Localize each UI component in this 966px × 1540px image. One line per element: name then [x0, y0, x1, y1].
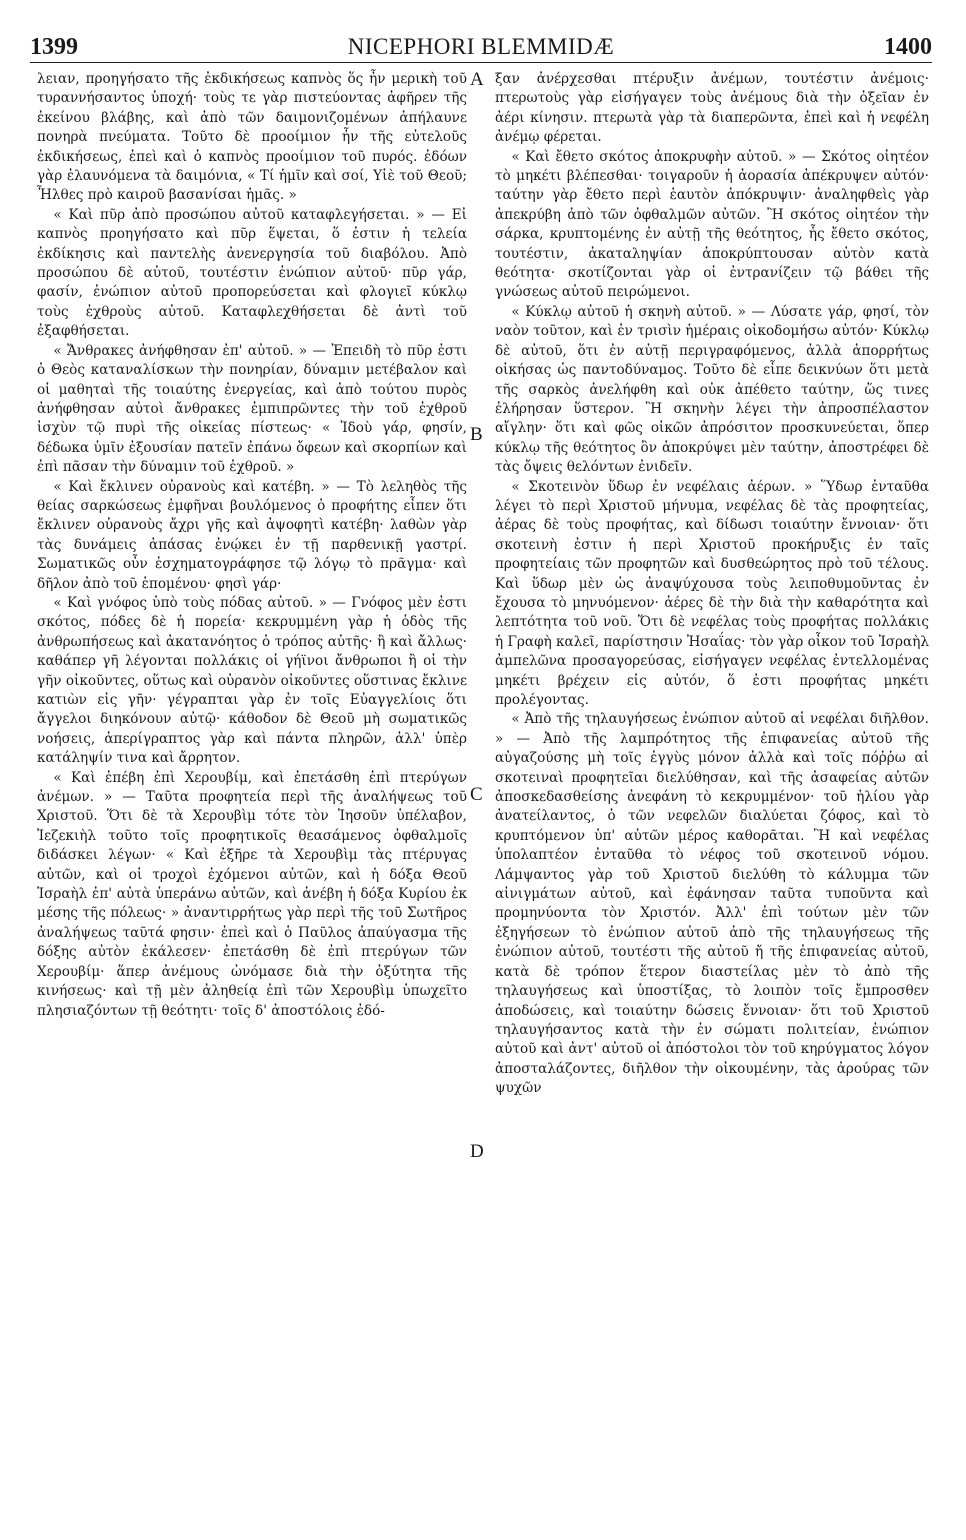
left-column [37, 70, 467, 1021]
paragraph: « Καὶ πῦρ ἀπὸ προσώπου αὐτοῦ καταφλεγήσεται. » — Εἰ καπνὸς προηγήσατο καὶ πῦρ ἕψεται, ὅ ἐστιν ἡ τελεία ἐκδίκησις καὶ παντελὴς ἀνενεργησία τοῦ διαβόλου. Ἀπὸ προσώπου δὲ αὐτοῦ, τουτέστιν ἐνώπιον αὐτοῦ· πῦρ γάρ, φασίν, ἐνώπιον αὐτοῦ προπορεύσεται καὶ φλογιεῖ κύκλῳ τοὺς ἐχθροὺς αὐτοῦ. Καταφλεχθήσεται δὲ ἀντὶ τοῦ ἐξαφθήσεται. [37, 206, 467, 340]
right-column [495, 70, 929, 1099]
margin-letter-a: A [470, 69, 484, 90]
paragraph: λειαν, προηγήσατο τῆς ἐκδικήσεως καπνὸς ὅς ἦν μερικὴ τοῦ τυραννήσαντος ὑποχή· τοὺς τε γὰρ πιστεύοντας ἀφῆρεν τῆς ἐκείνου βλάβης, καὶ ἀπὸ τῶν δαιμονιζομένων ἀπήλαυνε πονηρὰ πνεύματα. Τοῦτο δὲ προοίμιον ἦν τῆς εὐτελοῦς ἐκδικήσεως, ἐπεὶ καὶ ὁ καπνὸς προοίμιον τοῦ πυρός. ἐδόων γὰρ ἐλαυνόμενα τὰ δαιμόνια, « Τί ἡμῖν καὶ σοί, Υἱὲ τοῦ Θεοῦ; Ἦλθες πρὸ καιροῦ βασανίσαι ἡμᾶς. » [37, 71, 467, 204]
paragraph: « Ἀπὸ τῆς τηλαυγήσεως ἐνώπιον αὐτοῦ αἱ νεφέλαι διῆλθον. » — Ἀπὸ τῆς λαμπρότητος τῆς ἐπιφανείας αὐτοῦ τῆς αὐγαζούσης μὴ τοῖς ἐγγὺς μόνον ἀλλὰ καὶ τοῖς πόῤῥω αἱ σκοτειναὶ προφητεῖαι διελύθησαν, καὶ τῆς ἀσαφείας αὐτῶν ἀποσκεδασθείσης ἀνεφάνη τὸ κεκρυμμένον· τοῦ ἡλίου γὰρ ἀνατείλαντος, ὁ τῶν νεφελῶν διαλύεται ζόφος, καὶ τὸ κρυπτόμενον ὑπ' αὐτῶν μέρος καθορᾶται. Ἢ καὶ νεφέλας ὑπολαπτέον ἐνταῦθα τὸ νέφος τοῦ σκοτεινοῦ νόμου. Λάμψαντος γὰρ τοῦ Χριστοῦ διελύθη τὸ κάλυμμα τῶν αἰνιγμάτων αὐτοῦ, καὶ ἐφάνησαν ταῦτα τυποῦντα καὶ προμηνύοντα τὸν Χριστόν. Ἀλλ' ἐπὶ τούτων μὲν τῶν ἐξηγήσεων τὸ ἐνώπιον αὐτοῦ ἀπὸ τῆς τηλαυγήσεως τῆς ἐνώπιον αὐτοῦ, τουτέστι τῆς αὐτοῦ ἤ τῆς ἐπιφανείας αὐτοῦ, κατὰ δὲ τρόπον ἕτερον διαστείλας μὲν τὸ ἀπὸ τῆς τηλαυγήσεως καὶ ὑποστίξας, τὸ λοιπὸν τοῖς ἔμπροσθεν ἀποδώσεις, καὶ τοιαύτην δώσεις ἔννοιαν· ὅτι τοῦ Χριστοῦ τηλαυγήσαντος κατὰ τὴν ἐν σώματι πολιτείαν, ἐνώπιον αὐτοῦ καὶ ἀντ' αὐτοῦ οἱ ἀπόστολοι τὸν τοῦ κηρύγματος λόγον ἀποσταλάζοντες, διῆλθον τὴν οἰκουμένην, τὰς ἀρούρας τῶν ψυχῶν [495, 711, 929, 1097]
paragraph: « Καὶ γνόφος ὑπὸ τοὺς πόδας αὐτοῦ. » — Γνόφος μὲν ἐστι σκότος, πόδες δὲ ἡ πορεία· κεκρυμμένη γὰρ ἡ ὁδὸς τῆς ἀνθρωπήσεως καὶ ἀκατανόητος ὁ τρόπος αὐτῆς· ἢ καὶ ἄλλως· καθάπερ γῆ λέγονται πολλάκις οἱ γήϊνοι ἄνθρωποι ἢ οἱ τὴν γῆν οἰκοῦντες, οὕτως καὶ οὐρανὸν οἰκοῦντες οὕστινας ἔκλινε κατιὼν εἰς γῆν· γέγραπται γὰρ ἐν τοῖς Εὐαγγελίοις ὅτι ἄγγελοι διηκόνουν αὐτῷ· κάθοδον δὲ Θεοῦ μὴ σωματικῶς νοήσεις, ἀπερίγραπτος γὰρ καὶ πάντα πληρῶν, ἀλλ' ὑπὲρ κατάληψίν τινα καὶ ἄρρητον. [37, 594, 467, 767]
paragraph: « Σκοτεινὸν ὕδωρ ἐν νεφέλαις ἀέρων. » Ὕδωρ ἐνταῦθα λέγει τὸ περὶ Χριστοῦ μήνυμα, νεφέλας δὲ τὰς προφητείας, ἀέρας δὲ τοὺς προφήτας, καὶ δίδωσι τοιαύτην ἔννοιαν· ὅτι σκοτεινὴ ἐστιν ἡ περὶ Χριστοῦ προκήρυξις ἐν ταῖς προφητείαις τῶν προφητῶν καὶ δυσθεώρητος πρὸ τοῦ τέλους. Καὶ ὕδωρ μὲν ὡς ἀναψύχουσα τοὺς λειποθυμοῦντας ἐν ἔχουσα τὸ μηνυόμενον· ἀέρες δὲ τὴν διὰ τὴν καθαρότητα καὶ λεπτότητα τοῦ νοῦ. Ὅτι δὲ νεφέλας τοὺς προφήτας πολλάκις ἡ Γραφὴ καλεῖ, παρίστησιν Ἠσαΐας· τὸν γὰρ οἶκον τοῦ Ἰσραὴλ ἀμπελῶνα προσαγορεύσας, εἰσήγαγεν νεφέλας ἐντελλομένας μηκέτι βρέχειν εἰς αὐτόν, ὅ ἐστι προφήτας μηκέτι προλέγοντας. [495, 478, 929, 708]
paragraph: « Καὶ ἔκλινεν οὐρανοὺς καὶ κατέβη. » — Τὸ λεληθὸς τῆς θείας σαρκώσεως ἐμφῆναι βουλόμενος ὁ προφήτης εἶπεν ὅτι ἔκλινεν οὐρανοὺς ἄχρι γῆς καὶ ἀψοφητὶ κατέβη· λαθὼν γὰρ τὰς δυνάμεις ἁπάσας ἐνῴκει ἐν τῇ παρθενικῇ γαστρί. Σωματικῶς οὖν ἐσχηματογράφησε τῷ λόγῳ τὸ πρᾶγμα· καὶ δῆλον ἀπὸ τοῦ ἑπομένου· φησὶ γάρ· [37, 478, 467, 592]
margin-letter-c: C [470, 784, 483, 805]
paragraph: « Ἄνθρακες ἀνήφθησαν ἐπ' αὐτοῦ. » — Ἐπειδὴ τὸ πῦρ ἐστι ὁ Θεὸς καταναλίσκων τὴν πονηρίαν, δύναμιν μετέβαλον καὶ οἱ μαθηταὶ τῆς τοιαύτης ἐνεργείας, καὶ ἀπὸ τούτου πυρὸς ἀνήφθησαν αὐτοὶ ἄνθρακες ἐμπιπρῶντες τὴν τοῦ ἐχθροῦ ἰσχὺν τῷ πυρὶ τῆς οἰκείας πίστεως· « Ἰδοὺ γάρ, φησίν, δέδωκα ὑμῖν ἐξουσίαν πατεῖν ἐπάνω ὄφεων καὶ σκορπίων καὶ ἐπὶ πᾶσαν τὴν δύναμιν τοῦ ἐχθροῦ. » [37, 342, 467, 476]
margin-letter-d: D [470, 1141, 484, 1162]
paragraph: « Κύκλῳ αὐτοῦ ἡ σκηνὴ αὐτοῦ. » — Λύσατε γάρ, φησί, τὸν ναὸν τοῦτον, καὶ ἐν τρισὶν ἡμέραις οἰκοδομήσω αὐτόν· Κύκλῳ δὲ αὐτοῦ, ὅτι ἐν αὐτῇ περιγραφόμενος, ἀλλὰ ἀπορρήτως οἰκήσας ὡς παντοδύναμος. Τοῦτο δὲ εἶπε δεικνύων ὅτι μετὰ τῆς σαρκὸς ἀνελήφθη καὶ οὐκ ἀπέθετο ταύτην, ὥς τινες ἐλήρησαν ὕστερον. Ἢ σκηνὴν λέγει τὴν ἀπροσπέλαστον αἴγλην· ὅτι καὶ φῶς οἰκῶν ἀπρόσιτον προσκυνεύεται, ὅπερ κύκλῳ τῆς θεότητος ὂν ἀποκρύψει μὲν ταύτην, ἀποστρέφει δὲ τὰς ὄψεις θελόντων ἐνιδεῖν. [495, 303, 929, 476]
paragraph: « Καὶ ἐπέβη ἐπὶ Χερουβίμ, καὶ ἐπετάσθη ἐπὶ πτερύγων ἀνέμων. » — Ταῦτα προφητεία περὶ τῆς ἀναλήψεως τοῦ Χριστοῦ. Ὅτι δὲ τὰ Χερουβὶμ τότε τὸν Ἰησοῦν ὑπέλαβον, Ἰεζεκιὴλ τοῦτο τοῖς προφητικοῖς θεασάμενος ὀφθαλμοῖς διδάσκει λέγων· « Καὶ ἐξῆρε τὰ Χερουβὶμ τὰς πτέρυγας αὐτῶν, καὶ οἱ τροχοὶ ἐχόμενοι αὐτῶν, καὶ ἡ δόξα Θεοῦ Ἰσραὴλ ἐπ' αὐτὰ ὑπεράνω αὐτῶν, καὶ ἀνέβη ἡ δόξα Κυρίου ἐκ μέσης τῆς πόλεως· » ἀναντιρρήτως γὰρ περὶ τῆς τοῦ Σωτῆρος ἀναλήψεως ταῦτά φησιν· ἐπεὶ καὶ ὁ Παῦλος ἀπαύγασμα τῆς δόξης αὐτὸν ἐκάλεσεν· ἐπετάσθη δὲ ἐπὶ πτερύγων τῶν Χερουβίμ· ἅπερ ἀνέμους ὠνόμασε διὰ τὴν ὀξύτητα τῆς κινήσεως· καὶ τῇ μὲν ἀληθείᾳ ἐπὶ τῶν Χερουβὶμ ὑπωχεῖτο πλησιαζόντων τῇ θεότητι· τοῖς δ' ἀποστόλοις ἐδό- [37, 769, 467, 1019]
page-header [30, 34, 932, 63]
paragraph: « Καὶ ἔθετο σκότος ἀποκρυφὴν αὐτοῦ. » — Σκότος οἰητέον τὸ μηκέτι βλέπεσθαι· τοιγαροῦν ἡ ἀορασία ἀπέκρυψεν αὐτόν· ταύτην γὰρ ἔθετο περὶ ἑαυτὸν ἀπόκρυψιν· ἀναληφθεὶς γὰρ ἀπεκρύβη ἀπὸ τῶν ὀφθαλμῶν αὐτῶν. Ἢ σκότος οἰητέον τὴν σάρκα, κρυπτομένης ἐν αὐτῇ τῆς θεότητος, ἧς ἔθετο σκότος, τουτέστιν, ἀκαταληψίαν ἀποκρύπτουσαν αὐτὸν κατὰ θεότητα· σκοτίζονται γὰρ οἱ ἐντρανίζειν τῷ βάθει τῆς γνώσεως αὐτοῦ πειρώμενοι. [495, 148, 929, 301]
page-number-left: 1399 [30, 34, 78, 60]
paragraph: ξαν ἀνέρχεσθαι πτέρυξιν ἀνέμων, τουτέστιν ἀνέμοις· πτερωτοὺς γὰρ εἰσήγαγεν τοὺς ἀνέμους διὰ τὴν ὀξεῖαν ἐν ἀέρι κίνησιν. πτερωτὰ γὰρ τὰ διαπερῶντα, ἐπεὶ καὶ ἡ νεφέλη ἀνέμῳ φέρεται. [495, 71, 929, 146]
running-title: NICEPHORI BLEMMIDÆ [347, 34, 615, 59]
margin-letter-b: B [470, 424, 483, 445]
page-number-right: 1400 [884, 34, 932, 60]
